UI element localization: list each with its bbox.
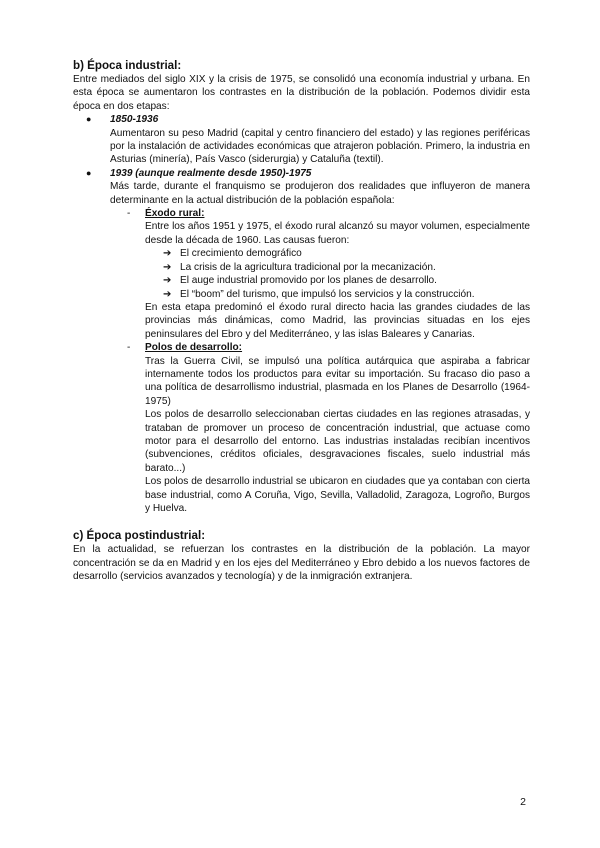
exodo-rural-conclusion: En esta etapa predominó el éxodo rural directo hacia las grandes ciudades de las provincias más dinámicas, como Madrid, las provincias situadas en los ejes peninsulares del Ebro y del Mediterráneo, y las islas Baleares y Canarias. <box>145 301 530 340</box>
page-content <box>73 58 530 584</box>
section-b-intro: Entre mediados del siglo XIX y la crisis de 1975, se consolidó una economía industrial y urbana. En esta época se aumentaron los contrastes en la distribución de la población. Podemos dividir esta época en dos etapas: <box>73 74 530 112</box>
stage-2-title: 1939 (aunque realmente desde 1950)-1975 <box>110 167 312 179</box>
exodo-rural-conclusion-block <box>73 301 530 341</box>
bullet-icon: ● <box>86 167 92 178</box>
dash-marker: - <box>127 342 131 354</box>
list-item <box>163 288 530 301</box>
dash-marker: - <box>127 208 131 220</box>
stage-1850-1936 <box>73 113 530 167</box>
cause-text: El auge industrial promovido por los planes de desarrollo. <box>180 275 437 287</box>
stage-1-title: 1850-1936 <box>110 114 159 126</box>
section-c-text: En la actualidad, se refuerzan los contrastes en la distribución de la población. La mayor concentración se da en Madrid y en los ejes del Mediterráneo y Ebro debido a los nuevos factores de desarrollo (servicios avanzados y tecnología) y de la inmigración extranjera. <box>73 544 530 583</box>
stage-1-text: Aumentaron su peso Madrid (capital y centro financiero del estado) y las regiones periféricas por la instalación de actividades económicas que atrajeron población. Primero, la industria en Asturias (minería), País Vasco (siderurgia) y Cataluña (textil). <box>110 127 530 166</box>
polos-paragraph-1: Tras la Guerra Civil, se impulsó una política autárquica que aspiraba a fabricar internamente todos los productos para evitar su importación. Su fracaso dio paso a una política de desarrollismo industrial, plasmada en los Planes de Desarrollo (1964-1975) <box>145 355 530 407</box>
polos-paragraph-2: Los polos de desarrollo seleccionaban ciertas ciudades en las regiones atrasadas, y trataban de promover un proceso de concentración industrial, que actuase como motor para el desarrollo del entorno. Las industrias instaladas recibían incentivos (subvenciones, créditos oficiales, desgravaciones fiscales, suelo industrial más barato...) <box>145 409 530 474</box>
cause-text: El “boom” del turismo, que impulsó los servicios y la construcción. <box>180 288 475 300</box>
stage-2-text: Más tarde, durante el franquismo se produjeron dos realidades que influyeron de manera determinante en la actual distribución de la población española: <box>110 181 530 206</box>
cause-text: El crecimiento demográfico <box>180 248 302 260</box>
list-item <box>163 274 530 287</box>
exodo-rural-block <box>73 207 530 247</box>
exodo-rural-text: Entre los años 1951 y 1975, el éxodo rural alcanzó su mayor volumen, especialmente desde la década de 1960. Las causas fueron: <box>145 221 530 246</box>
page-number: 2 <box>520 796 526 808</box>
section-c-heading: c) Época postindustrial: <box>73 529 206 543</box>
arrow-right-icon: ➔ <box>163 261 172 273</box>
list-item <box>163 247 530 260</box>
polos-desarrollo-title: Polos de desarrollo: <box>145 342 243 354</box>
polos-desarrollo-block <box>73 341 530 515</box>
arrow-right-icon: ➔ <box>163 275 172 287</box>
list-item <box>163 261 530 274</box>
causes-list <box>73 247 530 301</box>
polos-paragraph-3: Los polos de desarrollo industrial se ubicaron en ciudades que ya contaban con cierta base industrial, como A Coruña, Vigo, Sevilla, Valladolid, Zaragoza, Logroño, Burgos y Huelva. <box>145 476 530 514</box>
arrow-right-icon: ➔ <box>163 248 172 260</box>
bullet-icon: ● <box>86 114 92 125</box>
arrow-right-icon: ➔ <box>163 288 172 300</box>
section-b-heading: b) Época industrial: <box>73 59 182 72</box>
exodo-rural-title: Éxodo rural: <box>145 208 205 220</box>
stage-1939-1975 <box>73 167 530 207</box>
cause-text: La crisis de la agricultura tradicional por la mecanización. <box>180 261 436 273</box>
